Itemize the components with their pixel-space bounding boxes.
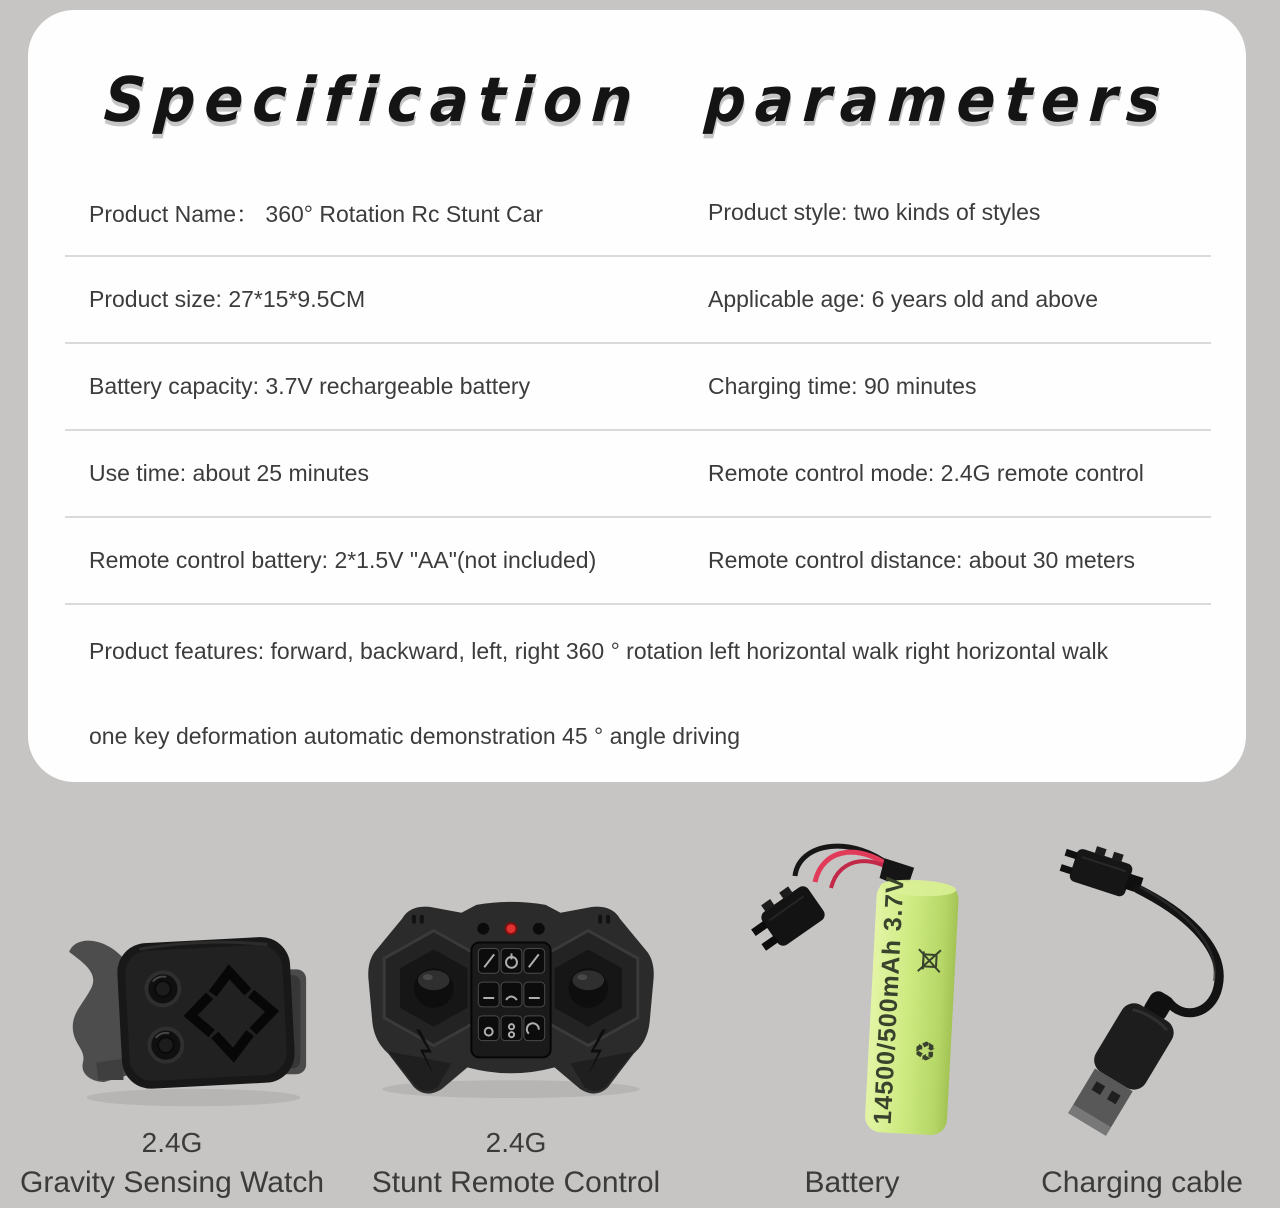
spec-product-size: Product size: 27*15*9.5CM xyxy=(89,286,366,312)
features-line-1: Product features: forward, backward, left, right 360 ° rotation left horizontal walk right horizontal walk xyxy=(89,638,1109,664)
stunt-remote-image xyxy=(352,893,670,1101)
spec-remote-control-mode: Remote control mode: 2.4G remote control xyxy=(708,460,1144,486)
recycle-icon: ♻ xyxy=(910,1038,943,1064)
keypad-power-button[interactable] xyxy=(501,948,522,973)
spec-table xyxy=(65,170,1211,779)
spec-remote-control-distance: Remote control distance: about 30 meters xyxy=(708,547,1136,573)
stunt-remote-figure xyxy=(352,893,670,1101)
battery-connector xyxy=(743,878,827,957)
caption-subtitle: 2.4G xyxy=(485,1127,547,1158)
spec-applicable-age: Applicable age: 6 years old and above xyxy=(708,286,1099,312)
keypad-button[interactable] xyxy=(524,982,545,1007)
gravity-watch-figure xyxy=(38,916,310,1112)
spec-battery-capacity: Battery capacity: 3.7V rechargeable battery xyxy=(89,373,531,399)
page-title: Specification parameters xyxy=(102,64,1172,137)
table-row xyxy=(65,431,1211,518)
table-row xyxy=(65,170,1211,257)
watch-button-bottom[interactable] xyxy=(149,1028,184,1063)
caption-label: Gravity Sensing Watch xyxy=(20,1166,324,1199)
remote-right-dot xyxy=(533,923,545,935)
charging-cable-figure xyxy=(1030,825,1240,1160)
caption-subtitle: 2.4G xyxy=(141,1127,203,1158)
table-row xyxy=(65,257,1211,344)
cable-sm-plug xyxy=(1058,838,1149,902)
remote-left-dot xyxy=(477,923,489,935)
spec-use-time: Use time: about 25 minutes xyxy=(89,460,369,486)
charging-cable-image xyxy=(1030,825,1240,1160)
keypad-button[interactable] xyxy=(478,982,499,1007)
cable-cord xyxy=(1138,889,1219,1013)
spec-remote-battery: Remote control battery: 2*1.5V "AA"(not included) xyxy=(89,547,597,573)
spec-product-features xyxy=(65,605,1211,779)
features-line-2: one key deformation automatic demonstration 45 ° angle driving xyxy=(89,723,741,749)
keypad-button[interactable] xyxy=(501,982,522,1007)
table-row xyxy=(65,518,1211,605)
remote-keypad xyxy=(471,943,550,1058)
spec-card xyxy=(28,10,1246,782)
table-row xyxy=(65,344,1211,431)
caption-charging-cable xyxy=(942,1124,1280,1204)
spec-product-style: Product style: two kinds of styles xyxy=(708,199,1041,225)
battery-print-text: 14500/500mAh 3.7V xyxy=(868,874,910,1126)
caption-label: Stunt Remote Control xyxy=(371,1166,661,1199)
battery-image xyxy=(735,830,965,1150)
battery-figure xyxy=(735,830,965,1150)
spec-product-name: Product Name： 360° Rotation Rc Stunt Car xyxy=(89,201,544,227)
spec-charging-time: Charging time: 90 minutes xyxy=(708,373,977,399)
gravity-watch-image xyxy=(38,916,310,1112)
power-led xyxy=(506,923,517,934)
usb-connector xyxy=(1062,979,1190,1139)
watch-button-top[interactable] xyxy=(146,972,181,1007)
caption-label: Battery xyxy=(804,1166,900,1199)
caption-label: Charging cable xyxy=(1041,1166,1243,1199)
caption-subtitle xyxy=(942,1124,1280,1162)
